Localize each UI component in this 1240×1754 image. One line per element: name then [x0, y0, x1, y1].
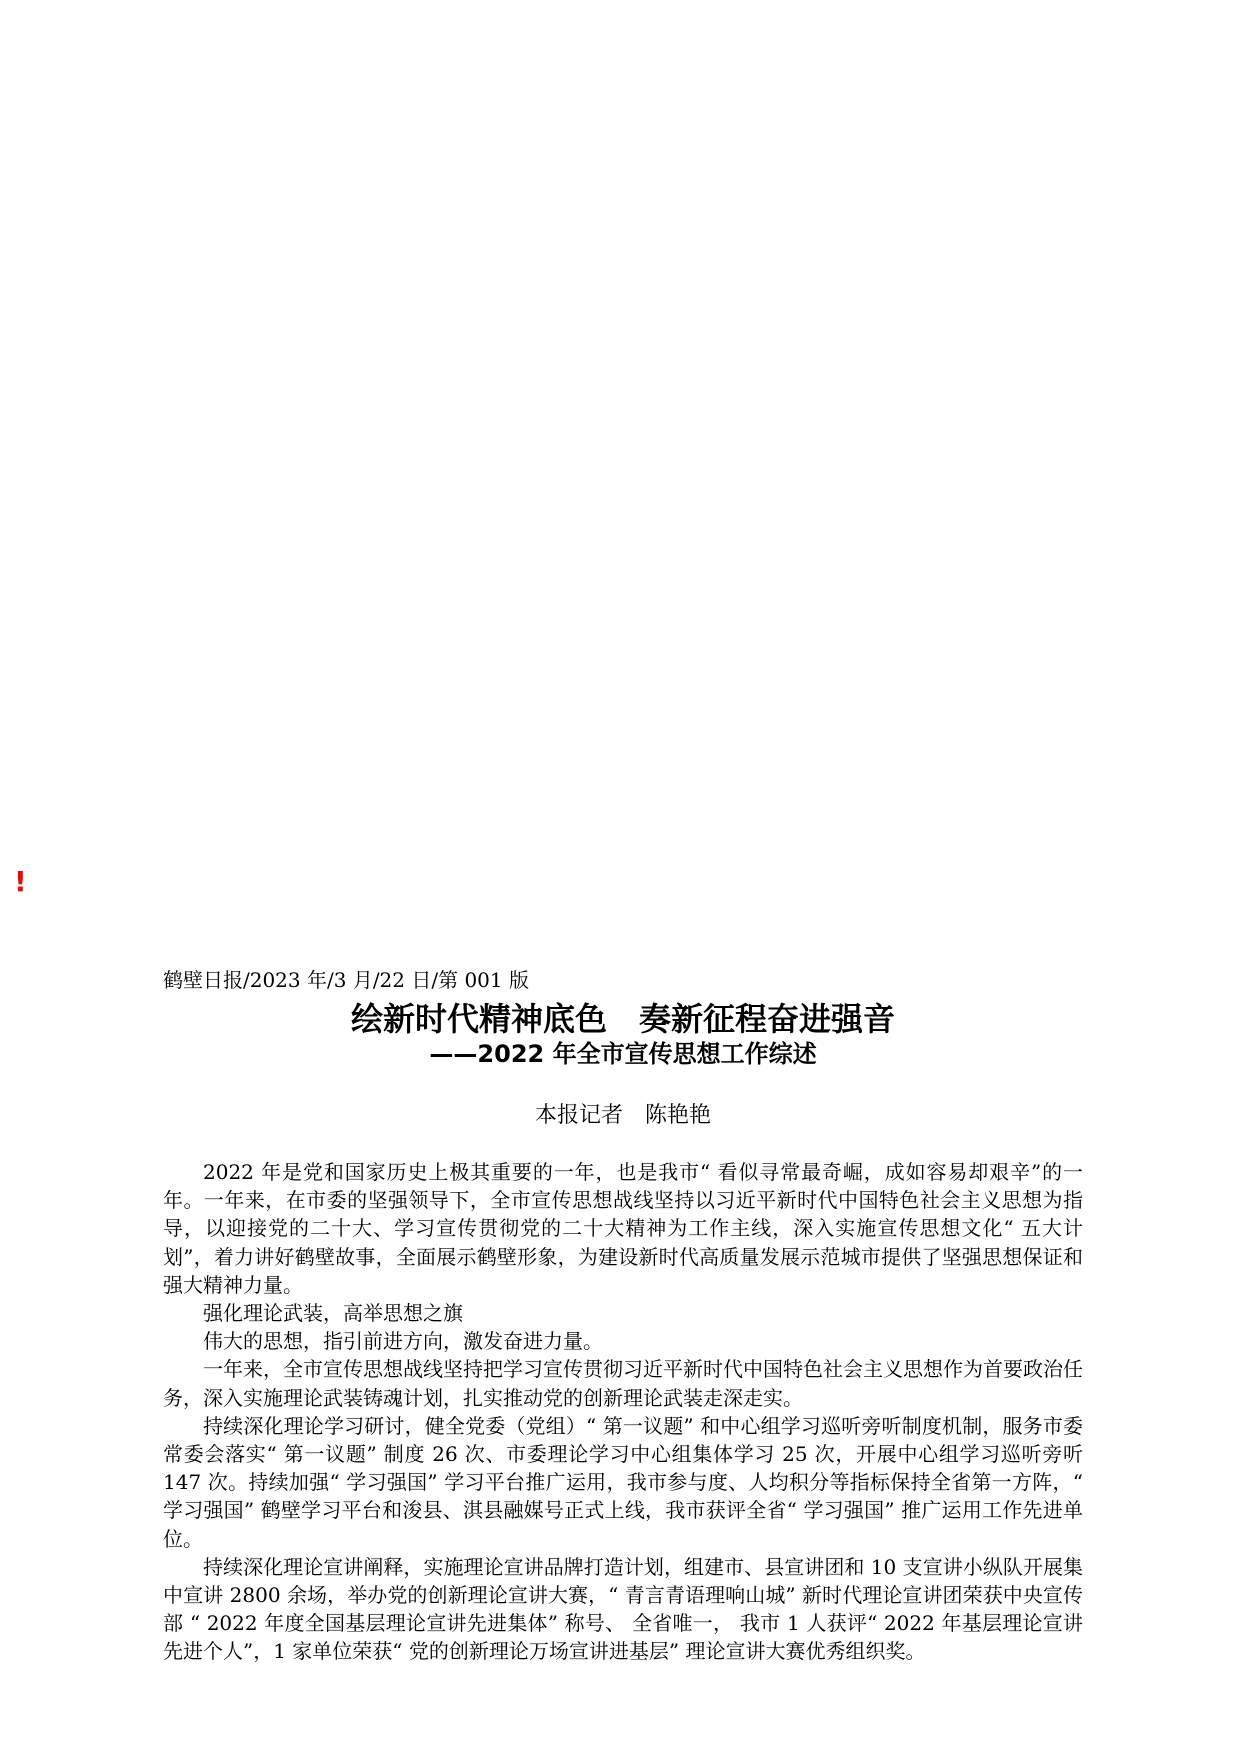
red-exclamation-mark: !	[14, 865, 27, 898]
byline: 本报记者 陈艳艳	[534, 1103, 711, 1128]
paragraph: 伟大的思想，指引前进方向，激发奋进力量。	[203, 1329, 603, 1354]
section-heading: 强化理论武装，高举思想之旗	[203, 1301, 463, 1326]
dateline: 鹤壁日报/2023 年/3 月/22 日/第 001 版	[163, 968, 529, 992]
paragraph-intro: 2022 年是党和国家历史上极其重要的一年，也是我市“ 看似寻常最奇崛，成如容易却艰辛”的一年。一年来，在市委的坚强领导下，全市宣传思想战线坚持以习近平新时代中国特色社会主义思想为指导，以迎接党的二十大、学习宣传贯彻党的二十大精神为工作主线，深入实施宣传思想文化“ 五大计划”，着力讲好鹤壁故事，全面展示鹤壁形象，为建设新时代高质量发展示范城市提供了坚强思想保证和强大精神力量。	[163, 1160, 1083, 1297]
article-title: 绘新时代精神底色 奏新征程奋进强音	[350, 1000, 895, 1038]
article-subtitle: ——2022 年全市宣传思想工作综述	[429, 1040, 817, 1068]
article	[163, 967, 1083, 1666]
paragraph: 持续深化理论学习研讨，健全党委（党组）“ 第一议题” 和中心组学习巡听旁听制度机制，服务市委常委会落实“ 第一议题” 制度 26 次、市委理论学习中心组集体学习 25 次，开展中心组学习巡听旁听 147 次。持续加强“ 学习强国” 学习平台推广运用，我市参与度、人均积分等指标保持全省第一方阵，“ 学习强国” 鹤壁学习平台和浚县、淇县融媒号正式上线，我市获评全省“ 学习强国” 推广运用工作先进单位。	[163, 1413, 1083, 1551]
paragraph: 一年来，全市宣传思想战线坚持把学习宣传贯彻习近平新时代中国特色社会主义思想作为首要政治任务，深入实施理论武装铸魂计划，扎实推动党的创新理论武装走深走实。	[163, 1357, 1083, 1410]
article-body	[163, 1158, 1083, 1666]
paragraph: 持续深化理论宣讲阐释，实施理论宣讲品牌打造计划，组建市、县宣讲团和 10 支宣讲小纵队开展集中宣讲 2800 余场，举办党的创新理论宣讲大赛，“ 青言青语理响山城” 新时代理论宣讲团荣获中央宣传部 “ 2022 年度全国基层理论宣讲先进集体” 称号、 全省唯一， 我市 1 人获评“ 2022 年基层理论宣讲先进个人”，1 家单位荣获“ 党的创新理论万场宣讲进基层” 理论宣讲大赛优秀组织奖。	[163, 1554, 1083, 1664]
